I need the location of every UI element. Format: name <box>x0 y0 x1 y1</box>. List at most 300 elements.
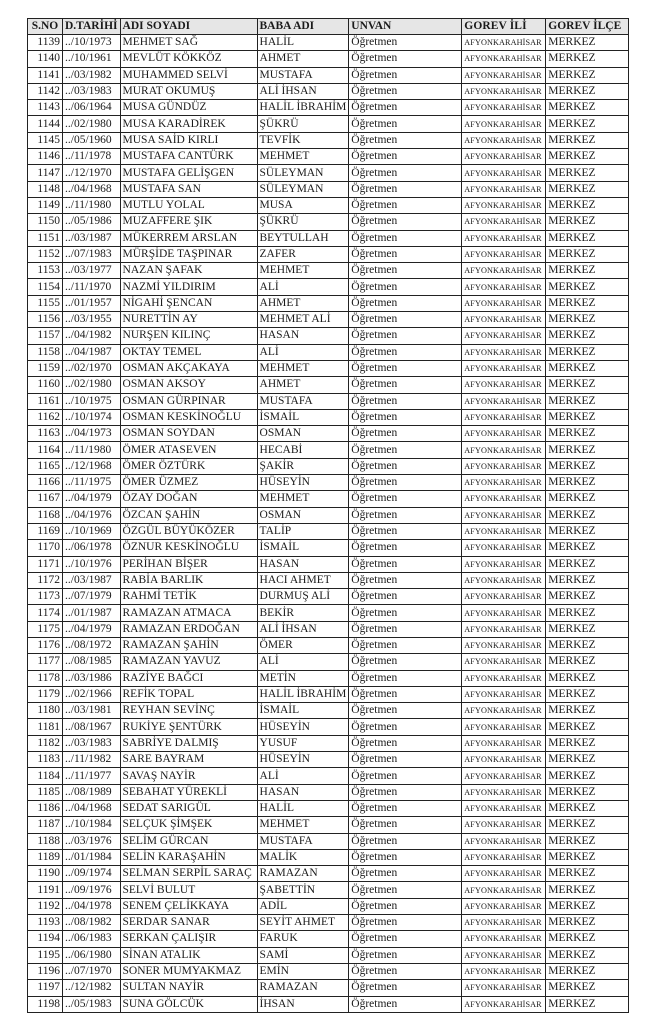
cell-sno: 1172 <box>28 572 63 588</box>
table-row <box>28 165 629 181</box>
cell-title: Öğretmen <box>349 442 462 458</box>
cell-sno: 1196 <box>28 963 63 979</box>
table-row <box>28 996 629 1012</box>
cell-duty-district: MERKEZ <box>546 523 629 539</box>
cell-title: Öğretmen <box>349 752 462 768</box>
cell-full-name: RAMAZAN ŞAHİN <box>120 637 257 653</box>
cell-father-name: RAMAZAN <box>257 866 349 882</box>
cell-duty-province: AFYONKARAHİSAR <box>462 475 546 491</box>
cell-title: Öğretmen <box>349 312 462 328</box>
table-row <box>28 556 629 572</box>
cell-duty-district: MERKEZ <box>546 458 629 474</box>
cell-title: Öğretmen <box>349 328 462 344</box>
cell-birth-date: ../10/1975 <box>63 393 121 409</box>
cell-full-name: SİNAN ATALIK <box>120 947 257 963</box>
cell-full-name: SELMAN SERPİL SARAÇ <box>120 866 257 882</box>
cell-sno: 1155 <box>28 295 63 311</box>
cell-title: Öğretmen <box>349 263 462 279</box>
cell-father-name: SÜLEYMAN <box>257 165 349 181</box>
cell-title: Öğretmen <box>349 621 462 637</box>
cell-father-name: DURMUŞ ALİ <box>257 589 349 605</box>
cell-birth-date: ../10/1976 <box>63 556 121 572</box>
table-row <box>28 181 629 197</box>
cell-birth-date: ../03/1955 <box>63 312 121 328</box>
cell-full-name: NURETTİN AY <box>120 312 257 328</box>
cell-duty-district: MERKEZ <box>546 230 629 246</box>
cell-birth-date: ../01/1957 <box>63 295 121 311</box>
cell-duty-province: AFYONKARAHİSAR <box>462 621 546 637</box>
cell-duty-district: MERKEZ <box>546 165 629 181</box>
cell-duty-district: MERKEZ <box>546 295 629 311</box>
cell-sno: 1142 <box>28 83 63 99</box>
cell-duty-province: AFYONKARAHİSAR <box>462 458 546 474</box>
header-father-name: BABA ADI <box>257 19 349 35</box>
cell-father-name: YUSUF <box>257 735 349 751</box>
cell-duty-province: AFYONKARAHİSAR <box>462 768 546 784</box>
cell-duty-district: MERKEZ <box>546 132 629 148</box>
cell-duty-district: MERKEZ <box>546 898 629 914</box>
cell-full-name: ÖMER ÜZMEZ <box>120 475 257 491</box>
cell-sno: 1176 <box>28 637 63 653</box>
table-row <box>28 670 629 686</box>
cell-sno: 1157 <box>28 328 63 344</box>
cell-duty-province: AFYONKARAHİSAR <box>462 51 546 67</box>
cell-full-name: SERKAN ÇALIŞIR <box>120 931 257 947</box>
cell-father-name: İSMAİL <box>257 409 349 425</box>
cell-father-name: ALİ İHSAN <box>257 621 349 637</box>
cell-duty-district: MERKEZ <box>546 654 629 670</box>
cell-sno: 1169 <box>28 523 63 539</box>
cell-father-name: AHMET <box>257 295 349 311</box>
cell-title: Öğretmen <box>349 230 462 246</box>
cell-birth-date: ../10/1973 <box>63 35 121 51</box>
table-row <box>28 295 629 311</box>
cell-birth-date: ../07/1983 <box>63 246 121 262</box>
cell-birth-date: ../02/1970 <box>63 360 121 376</box>
cell-title: Öğretmen <box>349 931 462 947</box>
cell-father-name: ŞÜKRÜ <box>257 214 349 230</box>
cell-father-name: ŞABETTİN <box>257 882 349 898</box>
cell-duty-district: MERKEZ <box>546 931 629 947</box>
cell-duty-district: MERKEZ <box>546 426 629 442</box>
header-row <box>28 19 629 35</box>
cell-sno: 1175 <box>28 621 63 637</box>
cell-duty-province: AFYONKARAHİSAR <box>462 312 546 328</box>
cell-full-name: NİGAHİ ŞENCAN <box>120 295 257 311</box>
cell-birth-date: ../05/1983 <box>63 996 121 1012</box>
cell-duty-province: AFYONKARAHİSAR <box>462 882 546 898</box>
cell-duty-province: AFYONKARAHİSAR <box>462 507 546 523</box>
cell-duty-province: AFYONKARAHİSAR <box>462 784 546 800</box>
cell-birth-date: ../04/1987 <box>63 344 121 360</box>
header-full-name: ADI SOYADI <box>120 19 257 35</box>
cell-sno: 1185 <box>28 784 63 800</box>
cell-birth-date: ../03/1987 <box>63 572 121 588</box>
cell-title: Öğretmen <box>349 996 462 1012</box>
cell-father-name: MEHMET ALİ <box>257 312 349 328</box>
cell-sno: 1146 <box>28 149 63 165</box>
cell-duty-district: MERKEZ <box>546 686 629 702</box>
cell-father-name: OSMAN <box>257 507 349 523</box>
cell-birth-date: ../11/1975 <box>63 475 121 491</box>
cell-father-name: MEHMET <box>257 149 349 165</box>
cell-full-name: MÜRŞİDE TAŞPINAR <box>120 246 257 262</box>
cell-full-name: MUSA SAİD KIRLI <box>120 132 257 148</box>
cell-title: Öğretmen <box>349 132 462 148</box>
cell-birth-date: ../01/1984 <box>63 849 121 865</box>
cell-duty-province: AFYONKARAHİSAR <box>462 833 546 849</box>
cell-title: Öğretmen <box>349 51 462 67</box>
cell-sno: 1140 <box>28 51 63 67</box>
cell-sno: 1154 <box>28 279 63 295</box>
cell-title: Öğretmen <box>349 947 462 963</box>
cell-title: Öğretmen <box>349 100 462 116</box>
cell-duty-district: MERKEZ <box>546 214 629 230</box>
cell-sno: 1162 <box>28 409 63 425</box>
cell-title: Öğretmen <box>349 784 462 800</box>
cell-father-name: MEHMET <box>257 360 349 376</box>
cell-full-name: MUSTAFA GELİŞGEN <box>120 165 257 181</box>
cell-sno: 1194 <box>28 931 63 947</box>
cell-full-name: ÖZAY DOĞAN <box>120 491 257 507</box>
cell-duty-district: MERKEZ <box>546 475 629 491</box>
table-row <box>28 817 629 833</box>
cell-birth-date: ../04/1976 <box>63 507 121 523</box>
cell-father-name: MUSA <box>257 197 349 213</box>
header-duty-district: GOREV İLÇE <box>546 19 629 35</box>
cell-full-name: ÖZNUR KESKİNOĞLU <box>120 540 257 556</box>
cell-full-name: ÖMER ÖZTÜRK <box>120 458 257 474</box>
cell-sno: 1198 <box>28 996 63 1012</box>
cell-sno: 1160 <box>28 377 63 393</box>
cell-birth-date: ../11/1982 <box>63 752 121 768</box>
table-row <box>28 312 629 328</box>
cell-sno: 1139 <box>28 35 63 51</box>
cell-birth-date: ../06/1983 <box>63 931 121 947</box>
cell-duty-district: MERKEZ <box>546 980 629 996</box>
cell-birth-date: ../10/1969 <box>63 523 121 539</box>
cell-father-name: İSMAİL <box>257 703 349 719</box>
cell-duty-province: AFYONKARAHİSAR <box>462 605 546 621</box>
cell-father-name: ALİ İHSAN <box>257 83 349 99</box>
cell-title: Öğretmen <box>349 344 462 360</box>
cell-duty-province: AFYONKARAHİSAR <box>462 931 546 947</box>
cell-duty-province: AFYONKARAHİSAR <box>462 703 546 719</box>
cell-full-name: RAZİYE BAĞCI <box>120 670 257 686</box>
cell-full-name: REFİK TOPAL <box>120 686 257 702</box>
cell-title: Öğretmen <box>349 915 462 931</box>
cell-duty-district: MERKEZ <box>546 360 629 376</box>
table-row <box>28 768 629 784</box>
cell-birth-date: ../04/1968 <box>63 800 121 816</box>
cell-title: Öğretmen <box>349 165 462 181</box>
table-row <box>28 132 629 148</box>
cell-sno: 1165 <box>28 458 63 474</box>
cell-full-name: MURAT OKUMUŞ <box>120 83 257 99</box>
cell-duty-province: AFYONKARAHİSAR <box>462 246 546 262</box>
cell-birth-date: ../11/1970 <box>63 279 121 295</box>
cell-sno: 1156 <box>28 312 63 328</box>
cell-sno: 1186 <box>28 800 63 816</box>
cell-duty-district: MERKEZ <box>546 377 629 393</box>
cell-title: Öğretmen <box>349 83 462 99</box>
cell-birth-date: ../05/1986 <box>63 214 121 230</box>
cell-title: Öğretmen <box>349 246 462 262</box>
cell-full-name: SUNA GÖLCÜK <box>120 996 257 1012</box>
cell-duty-district: MERKEZ <box>546 849 629 865</box>
cell-father-name: MUSTAFA <box>257 393 349 409</box>
cell-duty-province: AFYONKARAHİSAR <box>462 360 546 376</box>
cell-father-name: HALİL <box>257 800 349 816</box>
cell-sno: 1187 <box>28 817 63 833</box>
cell-duty-province: AFYONKARAHİSAR <box>462 523 546 539</box>
cell-duty-district: MERKEZ <box>546 409 629 425</box>
cell-title: Öğretmen <box>349 360 462 376</box>
cell-title: Öğretmen <box>349 491 462 507</box>
cell-sno: 1182 <box>28 735 63 751</box>
cell-duty-province: AFYONKARAHİSAR <box>462 35 546 51</box>
cell-full-name: MUSA GÜNDÜZ <box>120 100 257 116</box>
cell-duty-province: AFYONKARAHİSAR <box>462 637 546 653</box>
cell-title: Öğretmen <box>349 637 462 653</box>
cell-sno: 1170 <box>28 540 63 556</box>
table-row <box>28 491 629 507</box>
header-birth-date: D.TARİHİ <box>63 19 121 35</box>
cell-duty-district: MERKEZ <box>546 328 629 344</box>
cell-title: Öğretmen <box>349 67 462 83</box>
table-row <box>28 442 629 458</box>
cell-sno: 1193 <box>28 915 63 931</box>
cell-full-name: SELVİ BULUT <box>120 882 257 898</box>
header-sno: S.NO <box>28 19 63 35</box>
cell-duty-province: AFYONKARAHİSAR <box>462 947 546 963</box>
table-row <box>28 800 629 816</box>
cell-title: Öğretmen <box>349 181 462 197</box>
table-row <box>28 947 629 963</box>
cell-title: Öğretmen <box>349 670 462 686</box>
cell-title: Öğretmen <box>349 605 462 621</box>
cell-duty-province: AFYONKARAHİSAR <box>462 442 546 458</box>
cell-birth-date: ../06/1978 <box>63 540 121 556</box>
cell-title: Öğretmen <box>349 214 462 230</box>
cell-full-name: OSMAN GÜRPINAR <box>120 393 257 409</box>
cell-full-name: OKTAY TEMEL <box>120 344 257 360</box>
cell-title: Öğretmen <box>349 849 462 865</box>
cell-sno: 1163 <box>28 426 63 442</box>
header-title: UNVAN <box>349 19 462 35</box>
cell-duty-district: MERKEZ <box>546 556 629 572</box>
cell-birth-date: ../04/1968 <box>63 181 121 197</box>
cell-birth-date: ../09/1976 <box>63 882 121 898</box>
cell-title: Öğretmen <box>349 149 462 165</box>
cell-sno: 1141 <box>28 67 63 83</box>
cell-title: Öğretmen <box>349 719 462 735</box>
cell-duty-district: MERKEZ <box>546 491 629 507</box>
cell-duty-district: MERKEZ <box>546 540 629 556</box>
cell-father-name: HASAN <box>257 328 349 344</box>
table-row <box>28 149 629 165</box>
cell-duty-province: AFYONKARAHİSAR <box>462 100 546 116</box>
table-row <box>28 637 629 653</box>
cell-duty-district: MERKEZ <box>546 817 629 833</box>
table-row <box>28 898 629 914</box>
cell-title: Öğretmen <box>349 556 462 572</box>
cell-full-name: ÖMER ATASEVEN <box>120 442 257 458</box>
cell-duty-district: MERKEZ <box>546 752 629 768</box>
cell-full-name: MUSTAFA SAN <box>120 181 257 197</box>
personnel-table <box>27 18 629 1013</box>
cell-sno: 1183 <box>28 752 63 768</box>
cell-father-name: EMİN <box>257 963 349 979</box>
cell-duty-province: AFYONKARAHİSAR <box>462 83 546 99</box>
cell-full-name: RAMAZAN ERDOĞAN <box>120 621 257 637</box>
cell-duty-district: MERKEZ <box>546 703 629 719</box>
table-row <box>28 67 629 83</box>
table-row <box>28 686 629 702</box>
cell-duty-province: AFYONKARAHİSAR <box>462 409 546 425</box>
cell-sno: 1171 <box>28 556 63 572</box>
cell-birth-date: ../08/1972 <box>63 637 121 653</box>
cell-duty-province: AFYONKARAHİSAR <box>462 980 546 996</box>
cell-father-name: HACI AHMET <box>257 572 349 588</box>
cell-full-name: SELİN KARAŞAHİN <box>120 849 257 865</box>
cell-duty-province: AFYONKARAHİSAR <box>462 393 546 409</box>
cell-duty-district: MERKEZ <box>546 947 629 963</box>
cell-title: Öğretmen <box>349 540 462 556</box>
cell-birth-date: ../04/1979 <box>63 621 121 637</box>
cell-sno: 1184 <box>28 768 63 784</box>
cell-sno: 1180 <box>28 703 63 719</box>
cell-duty-province: AFYONKARAHİSAR <box>462 849 546 865</box>
cell-full-name: NAZMİ YILDIRIM <box>120 279 257 295</box>
table-row <box>28 931 629 947</box>
cell-duty-province: AFYONKARAHİSAR <box>462 197 546 213</box>
cell-full-name: OSMAN AKSOY <box>120 377 257 393</box>
table-row <box>28 849 629 865</box>
cell-duty-province: AFYONKARAHİSAR <box>462 344 546 360</box>
cell-full-name: SELİM GÜRCAN <box>120 833 257 849</box>
cell-sno: 1144 <box>28 116 63 132</box>
cell-duty-province: AFYONKARAHİSAR <box>462 817 546 833</box>
cell-full-name: RABİA BARLIK <box>120 572 257 588</box>
cell-duty-district: MERKEZ <box>546 263 629 279</box>
cell-title: Öğretmen <box>349 475 462 491</box>
cell-duty-province: AFYONKARAHİSAR <box>462 328 546 344</box>
cell-duty-district: MERKEZ <box>546 83 629 99</box>
cell-duty-district: MERKEZ <box>546 149 629 165</box>
cell-sno: 1158 <box>28 344 63 360</box>
cell-duty-district: MERKEZ <box>546 768 629 784</box>
cell-sno: 1145 <box>28 132 63 148</box>
table-row <box>28 833 629 849</box>
cell-birth-date: ../04/1973 <box>63 426 121 442</box>
cell-title: Öğretmen <box>349 735 462 751</box>
cell-father-name: MEHMET <box>257 263 349 279</box>
cell-sno: 1178 <box>28 670 63 686</box>
cell-sno: 1161 <box>28 393 63 409</box>
table-row <box>28 572 629 588</box>
cell-birth-date: ../10/1984 <box>63 817 121 833</box>
cell-duty-district: MERKEZ <box>546 866 629 882</box>
cell-father-name: HECABİ <box>257 442 349 458</box>
table-row <box>28 35 629 51</box>
cell-father-name: METİN <box>257 670 349 686</box>
cell-father-name: HALİL İBRAHİM <box>257 686 349 702</box>
cell-full-name: ÖZCAN ŞAHİN <box>120 507 257 523</box>
cell-father-name: ŞÜKRÜ <box>257 116 349 132</box>
cell-birth-date: ../01/1987 <box>63 605 121 621</box>
table-row <box>28 230 629 246</box>
cell-sno: 1143 <box>28 100 63 116</box>
cell-father-name: OSMAN <box>257 426 349 442</box>
cell-sno: 1191 <box>28 882 63 898</box>
cell-duty-province: AFYONKARAHİSAR <box>462 149 546 165</box>
header-duty-province: GOREV İLİ <box>462 19 546 35</box>
table-row <box>28 377 629 393</box>
cell-duty-district: MERKEZ <box>546 279 629 295</box>
cell-title: Öğretmen <box>349 426 462 442</box>
cell-title: Öğretmen <box>349 963 462 979</box>
table-row <box>28 882 629 898</box>
cell-father-name: SAMİ <box>257 947 349 963</box>
cell-birth-date: ../07/1979 <box>63 589 121 605</box>
cell-sno: 1192 <box>28 898 63 914</box>
cell-full-name: MUZAFFERE ŞIK <box>120 214 257 230</box>
cell-father-name: MEHMET <box>257 817 349 833</box>
cell-duty-province: AFYONKARAHİSAR <box>462 752 546 768</box>
cell-birth-date: ../04/1979 <box>63 491 121 507</box>
cell-birth-date: ../05/1960 <box>63 132 121 148</box>
cell-title: Öğretmen <box>349 654 462 670</box>
cell-father-name: ALİ <box>257 768 349 784</box>
cell-sno: 1197 <box>28 980 63 996</box>
cell-father-name: BEKİR <box>257 605 349 621</box>
cell-sno: 1188 <box>28 833 63 849</box>
cell-duty-province: AFYONKARAHİSAR <box>462 214 546 230</box>
cell-duty-province: AFYONKARAHİSAR <box>462 719 546 735</box>
table-row <box>28 83 629 99</box>
cell-sno: 1166 <box>28 475 63 491</box>
cell-duty-district: MERKEZ <box>546 605 629 621</box>
cell-father-name: MUSTAFA <box>257 67 349 83</box>
table-row <box>28 197 629 213</box>
cell-father-name: HÜSEYİN <box>257 752 349 768</box>
cell-duty-district: MERKEZ <box>546 670 629 686</box>
cell-title: Öğretmen <box>349 800 462 816</box>
cell-full-name: SARE BAYRAM <box>120 752 257 768</box>
cell-duty-province: AFYONKARAHİSAR <box>462 263 546 279</box>
cell-title: Öğretmen <box>349 393 462 409</box>
cell-father-name: ADİL <box>257 898 349 914</box>
cell-birth-date: ../12/1982 <box>63 980 121 996</box>
cell-title: Öğretmen <box>349 116 462 132</box>
cell-duty-province: AFYONKARAHİSAR <box>462 654 546 670</box>
cell-full-name: SONER MUMYAKMAZ <box>120 963 257 979</box>
cell-birth-date: ../11/1980 <box>63 197 121 213</box>
table-row <box>28 621 629 637</box>
cell-full-name: OSMAN SOYDAN <box>120 426 257 442</box>
cell-full-name: SERDAR SANAR <box>120 915 257 931</box>
cell-father-name: MALİK <box>257 849 349 865</box>
cell-duty-province: AFYONKARAHİSAR <box>462 866 546 882</box>
cell-father-name: ÖMER <box>257 637 349 653</box>
cell-duty-district: MERKEZ <box>546 507 629 523</box>
cell-father-name: HÜSEYİN <box>257 719 349 735</box>
cell-birth-date: ../06/1964 <box>63 100 121 116</box>
table-row <box>28 393 629 409</box>
cell-title: Öğretmen <box>349 279 462 295</box>
table-row <box>28 263 629 279</box>
